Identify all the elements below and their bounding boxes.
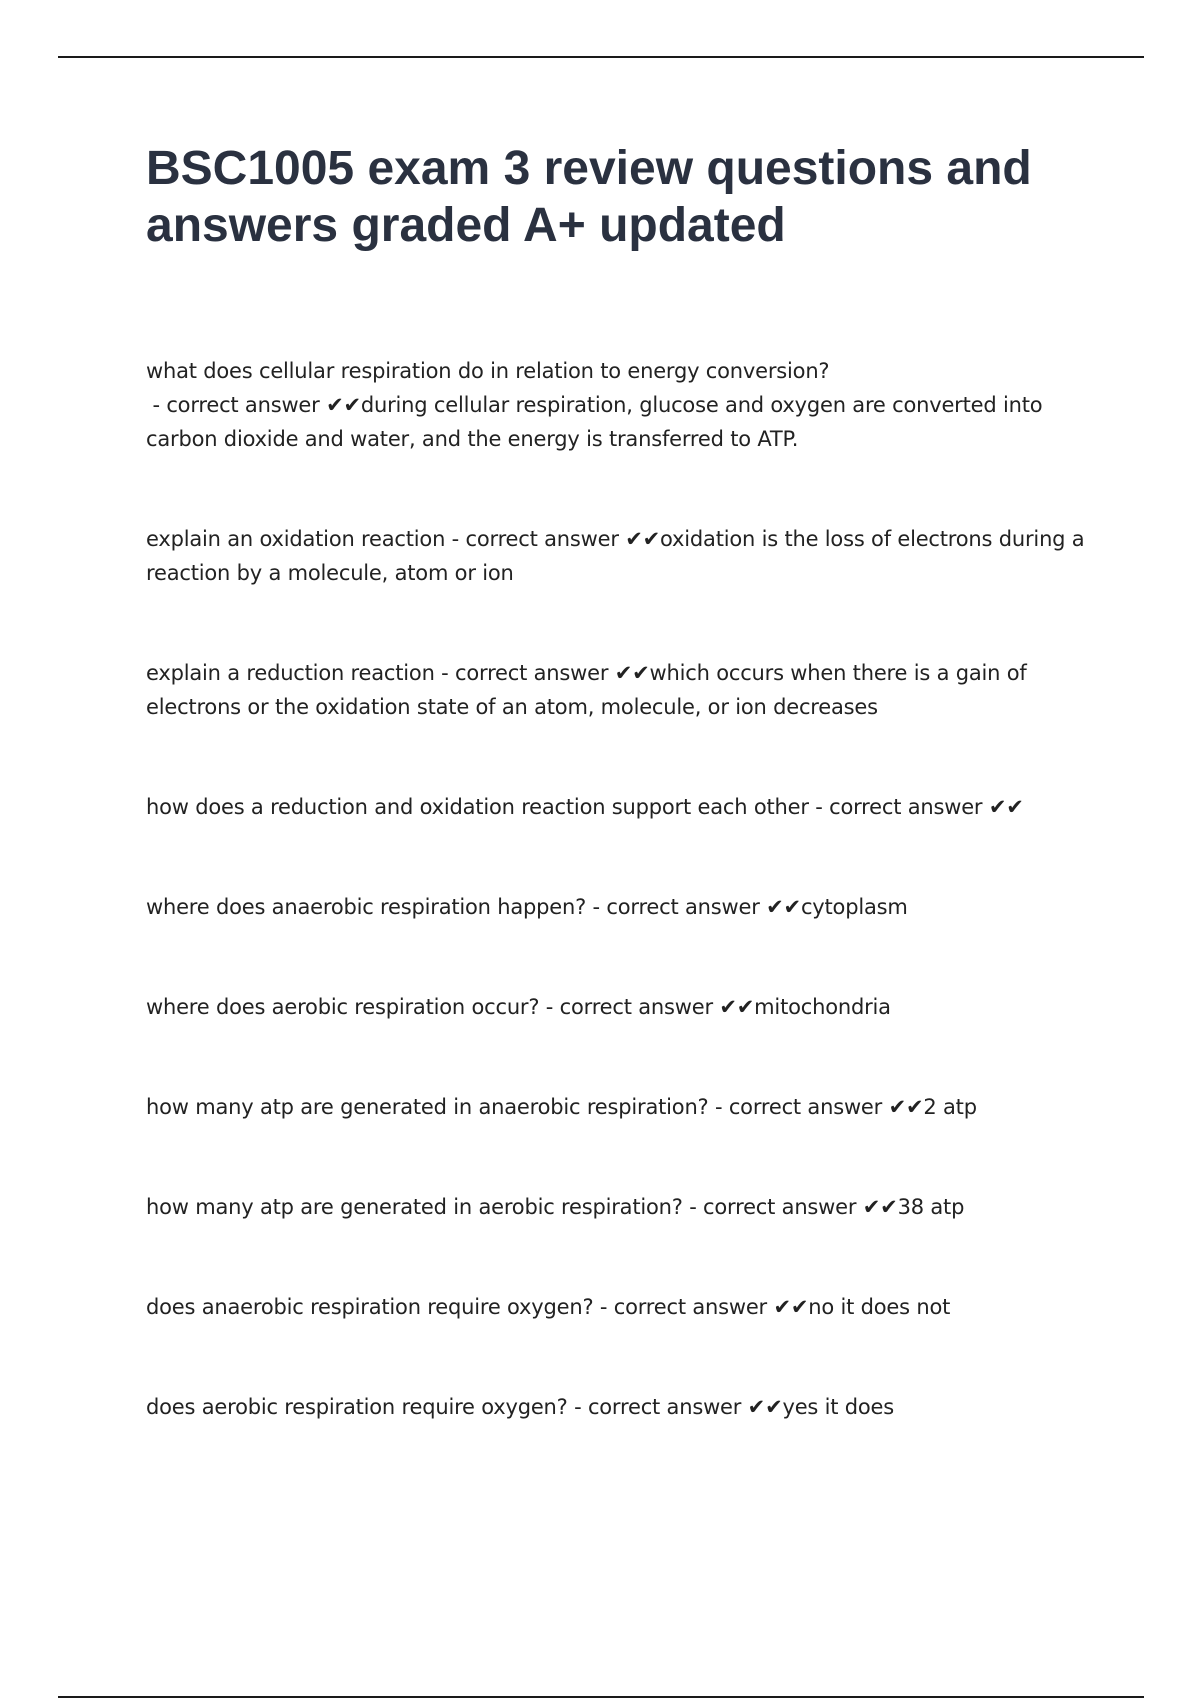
top-rule	[58, 56, 1144, 58]
answer-separator: - correct answer	[682, 1195, 863, 1219]
qa-item	[146, 1190, 1086, 1224]
question-text: explain a reduction reaction	[146, 661, 435, 685]
answer-separator: - correct answer	[539, 995, 720, 1019]
double-check-icon: ✔✔	[625, 527, 661, 551]
question-text: what does cellular respiration do in relation to energy conversion?	[146, 359, 830, 383]
double-check-icon: ✔✔	[614, 661, 650, 685]
answer-separator: - correct answer	[593, 1295, 774, 1319]
answer-text: oxidation is the loss of electrons during a reaction by a molecule, atom or ion	[146, 527, 1085, 585]
question-text: does anaerobic respiration require oxygen?	[146, 1295, 594, 1319]
double-check-icon: ✔✔	[773, 1295, 809, 1319]
bottom-rule	[58, 1696, 1144, 1698]
double-check-icon: ✔✔	[988, 795, 1024, 819]
qa-item	[146, 522, 1086, 590]
double-check-icon: ✔✔	[888, 1095, 924, 1119]
qa-item	[146, 1390, 1086, 1424]
double-check-icon: ✔✔	[719, 995, 755, 1019]
document-body	[146, 140, 1086, 1490]
double-check-icon: ✔✔	[862, 1195, 898, 1219]
answer-separator: - correct answer	[808, 795, 989, 819]
answer-text: cytoplasm	[800, 895, 908, 919]
double-check-icon: ✔✔	[766, 895, 801, 919]
qa-list	[146, 354, 1086, 1424]
question-text: where does anaerobic respiration happen?	[146, 895, 587, 919]
answer-text: 2 atp	[923, 1095, 977, 1119]
answer-text: during cellular respiration, glucose and oxygen are converted into carbon dioxide and water, and the energy is transferred to ATP.	[146, 393, 1043, 451]
answer-separator: - correct answer	[434, 661, 615, 685]
double-check-icon: ✔✔	[747, 1395, 783, 1419]
qa-item	[146, 656, 1086, 724]
question-text: does aerobic respiration require oxygen?	[146, 1395, 568, 1419]
qa-item	[146, 354, 1086, 456]
answer-text: no it does not	[808, 1295, 951, 1319]
answer-separator: - correct answer	[708, 1095, 889, 1119]
answer-separator: - correct answer	[445, 527, 626, 551]
qa-item	[146, 890, 1086, 924]
answer-text: mitochondria	[754, 995, 891, 1019]
page-title: BSC1005 exam 3 review questions and answers graded A+ updated	[146, 142, 1032, 252]
question-text: explain an oxidation reaction	[146, 527, 446, 551]
answer-text: yes it does	[782, 1395, 895, 1419]
qa-item	[146, 790, 1086, 824]
question-text: where does aerobic respiration occur?	[146, 995, 540, 1019]
qa-item	[146, 1290, 1086, 1324]
question-text: how many atp are generated in anaerobic respiration?	[146, 1095, 709, 1119]
answer-text: which occurs when there is a gain of electrons or the oxidation state of an atom, molecule, or ion decreases	[146, 661, 1027, 719]
answer-separator: - correct answer	[586, 895, 767, 919]
answer-separator: - correct answer	[567, 1395, 748, 1419]
answer-text: 38 atp	[897, 1195, 965, 1219]
double-check-icon: ✔✔	[326, 393, 361, 417]
question-text: how many atp are generated in aerobic respiration?	[146, 1195, 683, 1219]
qa-item	[146, 1090, 1086, 1124]
answer-separator: - correct answer	[146, 393, 327, 417]
question-text: how does a reduction and oxidation reaction support each other	[146, 795, 809, 819]
qa-item	[146, 990, 1086, 1024]
